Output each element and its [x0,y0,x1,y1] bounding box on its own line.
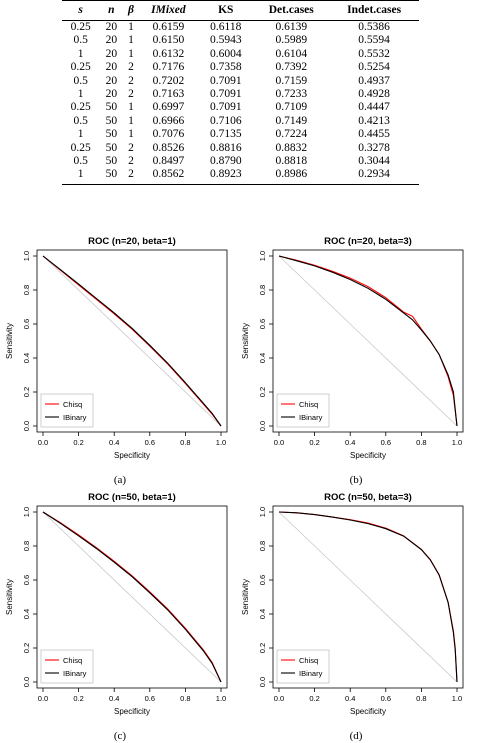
y-axis-label: Sensitivity [5,578,14,616]
table-cell: 0.25 [70,61,91,74]
table-cell: 0.4447 [358,101,390,114]
column-header: s [62,1,99,21]
table-cell: 0.2934 [329,168,419,184]
table-cell: 1 [128,114,134,127]
table-cell: 0.7233 [275,88,308,101]
table-cell: 0.3044 [358,155,390,168]
x-tick-label: 0.8 [416,438,427,447]
table-cell: 2 [128,74,134,87]
column-header: Det.cases [253,1,329,21]
table-header-row [62,1,419,21]
y-tick-label: 0.8 [22,284,31,296]
table-cell: 20 [105,88,118,101]
table-cell: 0.8562 [139,168,199,184]
legend-label: Chisq [299,400,319,409]
table-cell: 2 [123,168,138,184]
legend-label: IBinary [299,413,323,422]
table-row [62,115,419,128]
table-cell: 0.5989 [275,34,308,47]
table-row [62,155,419,168]
x-axis-label: Specificity [113,707,151,716]
roc-chart-c [3,488,237,738]
x-tick-label: 0.6 [380,694,392,703]
table-cell: 0.7076 [152,128,185,141]
legend-label: Chisq [63,400,83,409]
x-axis-label: Specificity [349,451,387,460]
y-tick-label: 0.0 [22,420,31,432]
table-cell: 0.6004 [209,47,242,60]
x-tick-label: 0.8 [416,694,427,703]
table-row [62,21,419,35]
table-row [62,128,419,141]
x-tick-label: 0.6 [380,438,392,447]
table-cell: 0.5 [73,114,88,127]
y-axis-label: Sensitivity [5,322,14,360]
x-tick-label: 0.6 [144,438,156,447]
y-tick-label: 0.0 [258,676,267,688]
table-cell: 0.4455 [358,128,390,141]
table-cell: 0.5594 [358,34,390,47]
table-cell: 1 [128,47,134,60]
table-row [62,61,419,74]
table-cell: 0.6118 [210,21,242,33]
table-cell: 0.4937 [358,74,390,87]
x-tick-label: 0.2 [73,694,84,703]
y-tick-label: 0.2 [258,642,267,654]
table-cell: 1 [128,21,134,33]
table-cell: 0.5 [73,155,88,168]
legend-box [277,394,329,427]
x-tick-label: 1.0 [215,694,227,703]
x-tick-label: 0.4 [108,438,120,447]
y-tick-label: 0.4 [258,352,267,364]
column-header: β [123,1,138,21]
y-tick-label: 0.6 [258,574,267,586]
x-tick-label: 0.4 [344,694,356,703]
chart-title: ROC (n=50, beta=1) [88,492,176,503]
table-cell: 50 [105,114,118,127]
y-tick-label: 1.0 [258,506,267,518]
chart-svg [3,488,237,738]
table-cell: 50 [105,141,118,154]
x-tick-label: 1.0 [451,438,463,447]
y-tick-label: 0.6 [22,574,31,586]
table-cell: 0.25 [70,101,91,114]
column-header: IMixed [139,1,199,21]
x-tick-label: 0.0 [37,694,49,703]
table-cell: 1 [77,47,84,60]
chart-svg [239,232,473,482]
chart-title: ROC (n=20, beta=1) [88,236,176,247]
legend-label: IBinary [63,669,87,678]
table-cell: 0.5386 [358,21,390,33]
caption-c: (c) [113,730,127,742]
y-tick-label: 0.4 [258,608,267,620]
y-tick-label: 0.4 [22,352,31,364]
x-tick-label: 0.0 [273,438,285,447]
table-cell: 0.25 [70,141,91,154]
caption-d: (d) [349,730,363,742]
table-cell: 0.7224 [275,128,308,141]
roc-chart-a [3,232,237,482]
table-row [62,34,419,47]
legend-label: Chisq [299,656,319,665]
legend-box [277,650,329,683]
x-tick-label: 0.8 [180,438,191,447]
table-cell: 2 [128,61,134,74]
table-cell: 0.4928 [358,88,390,101]
table-cell: 1 [128,101,134,114]
table-cell: 2 [128,141,134,154]
y-tick-label: 1.0 [22,506,31,518]
table-cell: 0.8816 [209,141,242,154]
table-cell: 0.6150 [152,34,185,47]
table-cell: 50 [105,155,118,168]
table-cell: 0.7091 [209,88,242,101]
table-body [62,21,419,185]
x-axis-label: Specificity [349,707,387,716]
x-tick-label: 0.2 [73,438,84,447]
x-tick-label: 0.0 [273,694,285,703]
table-cell: 0.7109 [275,101,308,114]
roc-chart-b [239,232,473,482]
table-cell: 20 [105,47,118,60]
column-header: KS [198,1,253,21]
table-cell: 0.6132 [152,47,185,60]
table-row [62,101,419,114]
y-tick-label: 1.0 [22,250,31,262]
table-cell: 1 [62,168,99,184]
table-cell: 0.8986 [253,168,329,184]
legend-label: IBinary [63,413,87,422]
table-cell: 0.6997 [152,101,185,114]
x-tick-label: 0.0 [37,438,49,447]
chart-svg [3,232,237,482]
table-cell: 0.5943 [209,34,242,47]
table-cell: 0.8832 [275,141,308,154]
table-cell: 0.6104 [275,47,308,60]
x-tick-label: 0.8 [180,694,191,703]
x-tick-label: 1.0 [215,438,227,447]
table-cell: 0.5532 [358,47,390,60]
legend-label: IBinary [299,669,323,678]
y-tick-label: 0.4 [22,608,31,620]
table-cell: 0.7159 [275,74,308,87]
table-row [62,168,419,184]
roc-chart-d [239,488,473,738]
table-row [62,75,419,88]
y-tick-label: 0.8 [258,540,267,552]
y-tick-label: 0.0 [22,676,31,688]
table-cell: 20 [105,74,118,87]
y-tick-label: 0.6 [258,318,267,330]
legend-box [41,650,93,683]
y-tick-label: 0.2 [22,642,31,654]
y-tick-label: 0.2 [22,386,31,398]
table-cell: 20 [105,34,118,47]
table-cell: 0.7163 [152,88,185,101]
table-cell: 50 [105,101,118,114]
table-cell: 0.7091 [209,101,242,114]
x-tick-label: 0.4 [108,694,120,703]
table-cell: 0.4213 [358,114,390,127]
table-cell: 0.7091 [209,74,242,87]
legend-label: Chisq [63,656,83,665]
table-cell: 0.8526 [152,141,185,154]
table-cell: 1 [128,128,134,141]
table-cell: 50 [99,168,123,184]
table-cell: 0.8497 [152,155,185,168]
y-axis-label: Sensitivity [241,578,250,616]
chart-title: ROC (n=20, beta=3) [324,236,412,247]
y-tick-label: 0.0 [258,420,267,432]
column-header: Indet.cases [329,1,419,21]
y-tick-label: 0.8 [22,540,31,552]
table-cell: 0.7392 [275,61,308,74]
caption-a: (a) [113,474,127,486]
table-cell: 0.6159 [152,21,185,33]
table-cell: 0.5 [73,34,88,47]
chart-title: ROC (n=50, beta=3) [324,492,412,503]
table-cell: 0.8818 [275,155,308,168]
table-cell: 0.7358 [209,61,242,74]
table-cell: 2 [128,88,134,101]
y-axis-label: Sensitivity [241,322,250,360]
results-table [62,0,419,185]
y-tick-label: 0.2 [258,386,267,398]
table-cell: 0.25 [70,21,91,33]
table-cell: 2 [128,155,134,168]
x-tick-label: 1.0 [451,694,463,703]
table-cell: 20 [105,61,118,74]
table-cell: 0.6139 [275,21,308,33]
table-cell: 1 [77,88,84,101]
table-cell: 20 [105,21,118,33]
table-cell: 1 [128,34,134,47]
table-cell: 0.7135 [209,128,242,141]
x-tick-label: 0.2 [309,438,320,447]
table-cell: 1 [77,128,84,141]
caption-b: (b) [349,474,363,486]
table-cell: 0.7106 [209,114,242,127]
table-cell: 0.5 [73,74,88,87]
table-cell: 0.6966 [152,114,185,127]
x-tick-label: 0.2 [309,694,320,703]
legend-box [41,394,93,427]
table-cell: 0.7149 [275,114,308,127]
table-cell: 50 [105,128,118,141]
table-cell: 0.5254 [358,61,390,74]
x-tick-label: 0.4 [344,438,356,447]
table-row [62,88,419,101]
table-cell: 0.3278 [358,141,390,154]
table-row [62,48,419,61]
table-cell: 0.7202 [152,74,185,87]
y-tick-label: 0.6 [22,318,31,330]
table-cell: 0.8790 [209,155,242,168]
x-tick-label: 0.6 [144,694,156,703]
table-cell: 0.7176 [152,61,185,74]
y-tick-label: 0.8 [258,284,267,296]
y-tick-label: 1.0 [258,250,267,262]
table-row [62,142,419,155]
table-cell: 0.8923 [198,168,253,184]
chart-svg [239,488,473,738]
x-axis-label: Specificity [113,451,151,460]
column-header: n [99,1,123,21]
